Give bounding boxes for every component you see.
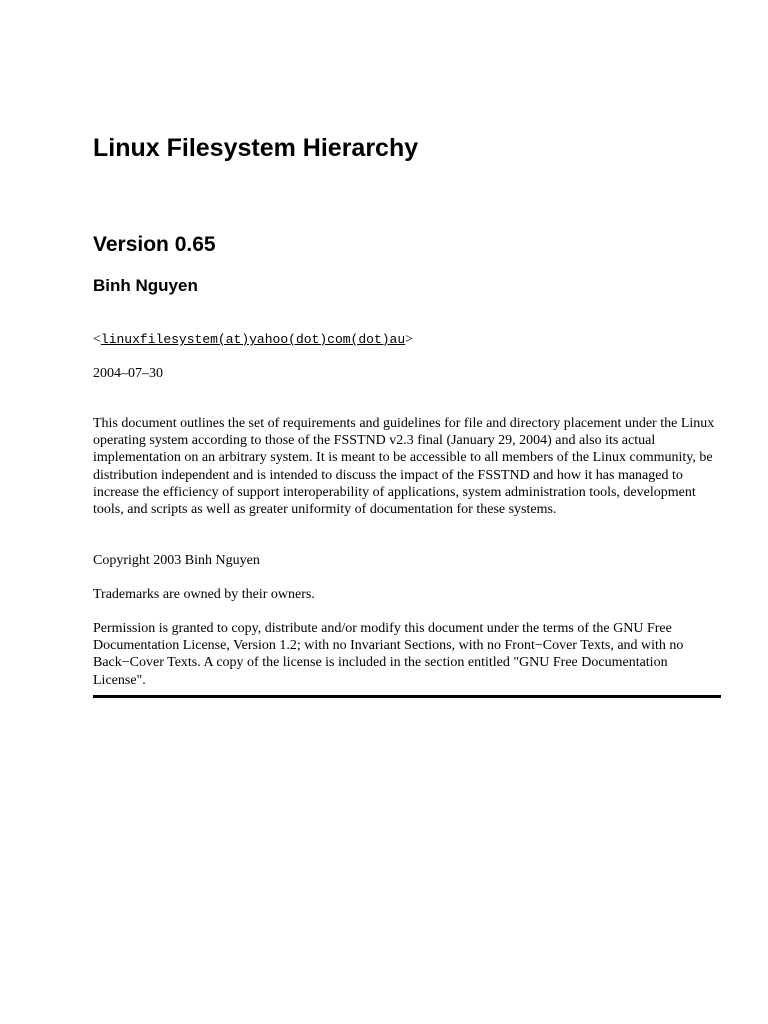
email-close-bracket: > — [405, 332, 414, 347]
email-open-bracket: < — [93, 332, 101, 347]
version-heading: Version 0.65 — [93, 233, 216, 256]
license-permission-paragraph: Permission is granted to copy, distribute and/or modify this document under the terms of the GNU Free Documentation License, Version 1.2; with no Invariant Sections, with no Front−Cover Texts, and with no Back−Cover Texts. A copy of the license is included in the section entitled "GNU Free Documentation License". — [93, 621, 684, 688]
author-email — [93, 331, 413, 349]
email-link[interactable]: linuxfilesystem(at)yahoo(dot)com(dot)au — [100, 332, 406, 347]
author-name: Binh Nguyen — [93, 276, 198, 295]
document-title: Linux Filesystem Hierarchy — [93, 134, 419, 162]
copyright-notice: Copyright 2003 Binh Nguyen — [93, 553, 260, 568]
abstract-paragraph: This document outlines the set of requirements and guidelines for file and directory placement under the Linux operating system according to those of the FSSTND v2.3 final (January 29, 2004) and also its actual implementation on an arbitrary system. It is meant to be accessible to all members of the Linux community, be distribution independent and is intended to discuss the impact of the FSSTND and how it has managed to increase the efficiency of support interoperability of applications, system administration tools, development tools, and scripts as well as greater uniformity of documentation for these systems. — [93, 416, 715, 518]
horizontal-rule — [93, 695, 721, 698]
trademarks-notice: Trademarks are owned by their owners. — [93, 587, 315, 602]
publication-date: 2004–07–30 — [93, 366, 163, 381]
